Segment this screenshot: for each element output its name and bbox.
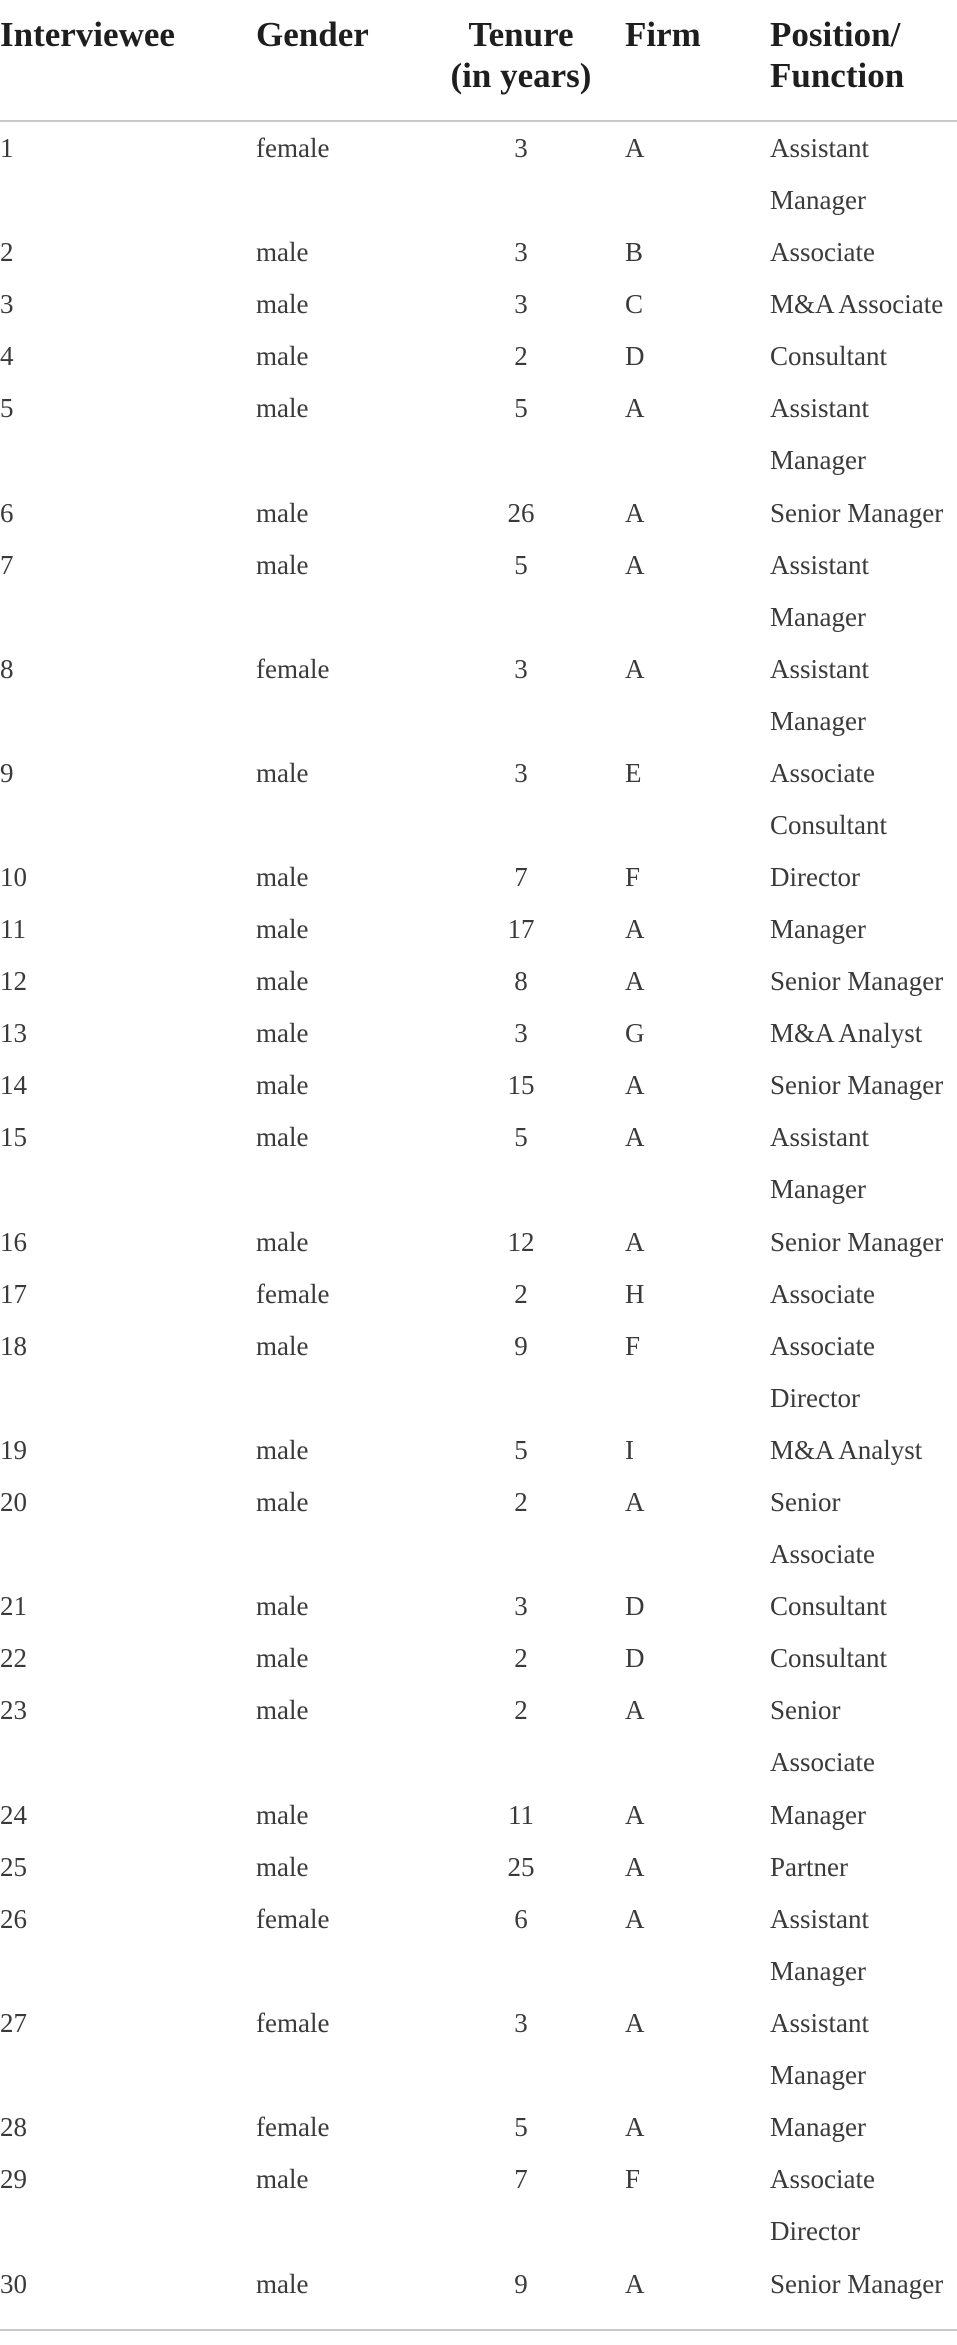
table-row [0,1997,957,2101]
cell-tenure: 5 [514,393,528,424]
cell-firm: A [625,1487,645,1518]
cell-tenure: 3 [514,289,528,320]
cell-firm: A [625,914,645,945]
cell-firm: I [625,1435,634,1466]
cell-gender: male [256,1799,309,1830]
cell-interviewee: 7 [0,549,14,580]
cell-firm: G [625,1018,645,1049]
cell-position-line1: Assistant [770,133,870,163]
cell-position-line1: Associate [770,758,875,789]
cell-interviewee: 3 [0,289,14,320]
cell-gender: male [256,341,309,372]
cell-tenure: 8 [514,966,528,997]
cell-interviewee: 13 [0,1018,27,1049]
table-row [0,1059,957,1111]
header-tenure [430,14,612,96]
cell-tenure: 9 [514,2268,528,2299]
cell-gender: male [256,393,309,424]
header-position [770,14,904,96]
cell-tenure: 3 [514,2007,528,2038]
cell-firm: A [625,1799,645,1830]
table-row [0,955,957,1007]
cell-firm: A [625,2007,645,2038]
cell-tenure: 3 [514,1591,528,1622]
cell-gender: male [256,289,309,320]
cell-position [770,1997,869,2101]
cell-interviewee: 4 [0,341,14,372]
table-row [0,1580,957,1632]
cell-firm: A [625,497,645,528]
table-row [0,1684,957,1788]
cell-position-line1: Senior Manager [770,497,944,528]
cell-position-line2: Manager [770,601,866,632]
table-header [0,0,957,122]
cell-position-line1: Associate [770,1330,875,1361]
cell-position [770,903,866,955]
cell-interviewee: 18 [0,1330,27,1361]
cell-tenure: 25 [507,1851,535,1882]
cell-gender: male [256,1695,309,1726]
table-row [0,643,957,747]
header-position-line2: Function [770,56,905,95]
cell-position [770,1111,869,1215]
cell-interviewee: 10 [0,862,27,893]
table-row [0,330,957,382]
header-tenure-line2: (in years) [450,56,592,95]
table-row [0,747,957,851]
cell-tenure: 2 [514,1643,528,1674]
cell-gender: male [256,497,309,528]
cell-tenure: 5 [514,549,528,580]
cell-position [770,278,943,330]
cell-position [770,1059,943,1111]
cell-tenure: 3 [514,758,528,789]
cell-position-line2: Director [770,1382,860,1413]
cell-interviewee: 11 [0,914,26,945]
cell-tenure: 5 [514,1435,528,1466]
cell-position-line1: Director [770,862,860,893]
header-firm: Firm [625,15,701,54]
table-row [0,382,957,486]
cell-position-line1: Senior [770,1695,841,1726]
cell-position-line1: Assistant [770,1903,870,1934]
cell-interviewee: 26 [0,1903,27,1934]
cell-firm: A [625,1226,645,1257]
cell-gender: male [256,1851,309,1882]
cell-position-line2: Associate [770,1539,875,1570]
cell-firm: D [625,1643,645,1674]
cell-interviewee: 8 [0,653,14,684]
cell-gender: female [256,653,330,684]
cell-position-line1: Assistant [770,393,870,424]
cell-position [770,643,869,747]
cell-gender: male [256,914,309,945]
cell-firm: A [625,1903,645,1934]
cell-firm: H [625,1278,645,1309]
cell-position-line1: Assistant [770,2007,870,2038]
cell-position-line2: Consultant [770,810,888,841]
cell-tenure: 5 [514,2112,528,2143]
cell-position [770,1007,922,1059]
cell-position [770,1476,875,1580]
cell-firm: F [625,2164,641,2195]
table-row [0,1789,957,1841]
cell-interviewee: 22 [0,1643,27,1674]
cell-interviewee: 15 [0,1122,27,1153]
cell-interviewee: 24 [0,1799,27,1830]
cell-tenure: 7 [514,862,528,893]
table-row [0,539,957,643]
cell-interviewee: 21 [0,1591,27,1622]
table-row [0,1216,957,1268]
cell-firm: A [625,966,645,997]
cell-firm: A [625,1695,645,1726]
cell-gender: male [256,549,309,580]
cell-position [770,2258,943,2310]
cell-firm: A [625,653,645,684]
cell-tenure: 9 [514,1330,528,1361]
cell-position [770,539,869,643]
cell-interviewee: 5 [0,393,14,424]
cell-position-line1: M&A Associate [770,289,944,320]
table-body [0,122,957,2310]
header-position-line1: Position/ [770,15,901,54]
cell-position-line2: Manager [770,705,866,736]
table-row [0,1476,957,1580]
cell-firm: F [625,1330,641,1361]
cell-interviewee: 9 [0,758,14,789]
cell-position-line2: Manager [770,1174,866,1205]
cell-tenure: 3 [514,653,528,684]
table-row [0,122,957,226]
cell-interviewee: 16 [0,1226,27,1257]
cell-position-line2: Manager [770,445,866,476]
cell-tenure: 2 [514,1695,528,1726]
cell-position-line1: Senior Manager [770,2268,944,2299]
cell-tenure: 6 [514,1903,528,1934]
cell-interviewee: 30 [0,2268,27,2299]
cell-gender: female [256,2007,330,2038]
cell-gender: male [256,1226,309,1257]
cell-position [770,382,869,486]
cell-interviewee: 2 [0,237,14,268]
cell-tenure: 12 [507,1226,535,1257]
cell-position-line1: Associate [770,237,875,268]
table-row [0,2258,957,2310]
table-row [0,1841,957,1893]
cell-gender: male [256,2268,309,2299]
cell-tenure: 26 [507,497,535,528]
table-row [0,903,957,955]
cell-position [770,1632,887,1684]
table-bottom-rule [0,2329,957,2331]
cell-position-line1: Senior Manager [770,1226,944,1257]
cell-gender: male [256,1591,309,1622]
cell-tenure: 2 [514,1487,528,1518]
cell-position-line1: Senior [770,1487,841,1518]
cell-interviewee: 29 [0,2164,27,2195]
cell-tenure: 2 [514,341,528,372]
cell-position-line2: Associate [770,1747,875,1778]
cell-tenure: 17 [507,914,535,945]
cell-position-line1: Senior Manager [770,966,944,997]
cell-gender: male [256,758,309,789]
cell-position-line1: Consultant [770,1643,888,1674]
cell-position-line1: Consultant [770,1591,888,1622]
cell-position [770,1893,869,1997]
cell-position-line2: Manager [770,185,866,215]
cell-firm: F [625,862,641,893]
cell-position [770,1216,943,1268]
cell-position [770,330,887,382]
cell-tenure: 3 [514,237,528,268]
cell-interviewee: 6 [0,497,14,528]
cell-position [770,1268,875,1320]
cell-position [770,1789,866,1841]
cell-firm: C [625,289,644,320]
cell-gender: male [256,1122,309,1153]
cell-position [770,226,875,278]
table-row [0,851,957,903]
cell-position-line2: Manager [770,2059,866,2090]
cell-firm: A [625,393,645,424]
cell-position [770,1580,887,1632]
cell-firm: A [625,1851,645,1882]
cell-interviewee: 20 [0,1487,27,1518]
cell-position [770,747,887,851]
cell-firm: A [625,133,645,163]
cell-position-line1: Manager [770,914,866,945]
table-row [0,226,957,278]
cell-firm: D [625,341,645,372]
cell-firm: A [625,2268,645,2299]
cell-position-line1: Associate [770,1278,875,1309]
table-row [0,278,957,330]
cell-interviewee: 23 [0,1695,27,1726]
cell-gender: male [256,1330,309,1361]
cell-interviewee: 14 [0,1070,27,1101]
cell-interviewee: 12 [0,966,27,997]
cell-interviewee: 17 [0,1278,27,1309]
cell-position-line2: Manager [770,1955,866,1986]
cell-firm: A [625,549,645,580]
cell-tenure: 3 [514,1018,528,1049]
cell-interviewee: 19 [0,1435,27,1466]
cell-position-line1: Manager [770,2112,866,2143]
header-tenure-line1: Tenure [468,15,574,54]
table-row [0,2153,957,2257]
table-row [0,1268,957,1320]
cell-tenure: 7 [514,2164,528,2195]
cell-tenure: 3 [514,133,528,163]
cell-position-line1: Assistant [770,653,870,684]
table-row [0,1424,957,1476]
cell-position-line1: Senior Manager [770,1070,944,1101]
cell-firm: A [625,2112,645,2143]
header-gender: Gender [256,15,369,54]
cell-position-line1: Associate [770,2164,875,2195]
cell-position-line1: Assistant [770,1122,870,1153]
cell-firm: D [625,1591,645,1622]
cell-interviewee: 1 [0,133,14,163]
cell-position [770,955,943,1007]
cell-position-line1: Partner [770,1851,848,1882]
cell-gender: male [256,966,309,997]
cell-tenure: 5 [514,1122,528,1153]
cell-gender: female [256,1278,330,1309]
table-row [0,1111,957,1215]
cell-gender: female [256,133,330,163]
cell-firm: A [625,1070,645,1101]
header-interviewee: Interviewee [0,15,175,54]
cell-position-line1: M&A Analyst [770,1018,923,1049]
cell-tenure: 11 [508,1799,534,1830]
cell-position-line1: Consultant [770,341,888,372]
cell-tenure: 2 [514,1278,528,1309]
cell-gender: male [256,1018,309,1049]
cell-position [770,2101,866,2153]
cell-position-line2: Director [770,2216,860,2247]
cell-gender: male [256,1070,309,1101]
table-row [0,2101,957,2153]
cell-position [770,122,869,226]
cell-interviewee: 28 [0,2112,27,2143]
table-row [0,1007,957,1059]
cell-interviewee: 25 [0,1851,27,1882]
cell-gender: male [256,862,309,893]
cell-firm: B [625,237,644,268]
cell-position-line1: Manager [770,1799,866,1830]
cell-gender: male [256,1643,309,1674]
cell-position [770,1424,922,1476]
cell-gender: male [256,2164,309,2195]
cell-firm: A [625,1122,645,1153]
cell-gender: male [256,1435,309,1466]
cell-gender: female [256,2112,330,2143]
cell-interviewee: 27 [0,2007,27,2038]
cell-firm: E [625,758,642,789]
table-row [0,1893,957,1997]
table-row [0,1632,957,1684]
cell-position [770,851,860,903]
table-row [0,487,957,539]
cell-tenure: 15 [507,1070,535,1101]
cell-position [770,487,943,539]
cell-position [770,2153,875,2257]
table-row [0,1320,957,1424]
cell-position-line1: Assistant [770,549,870,580]
cell-position-line1: M&A Analyst [770,1435,923,1466]
cell-position [770,1320,875,1424]
cell-gender: female [256,1903,330,1934]
cell-position [770,1684,875,1788]
cell-position [770,1841,848,1893]
cell-gender: male [256,1487,309,1518]
cell-gender: male [256,237,309,268]
